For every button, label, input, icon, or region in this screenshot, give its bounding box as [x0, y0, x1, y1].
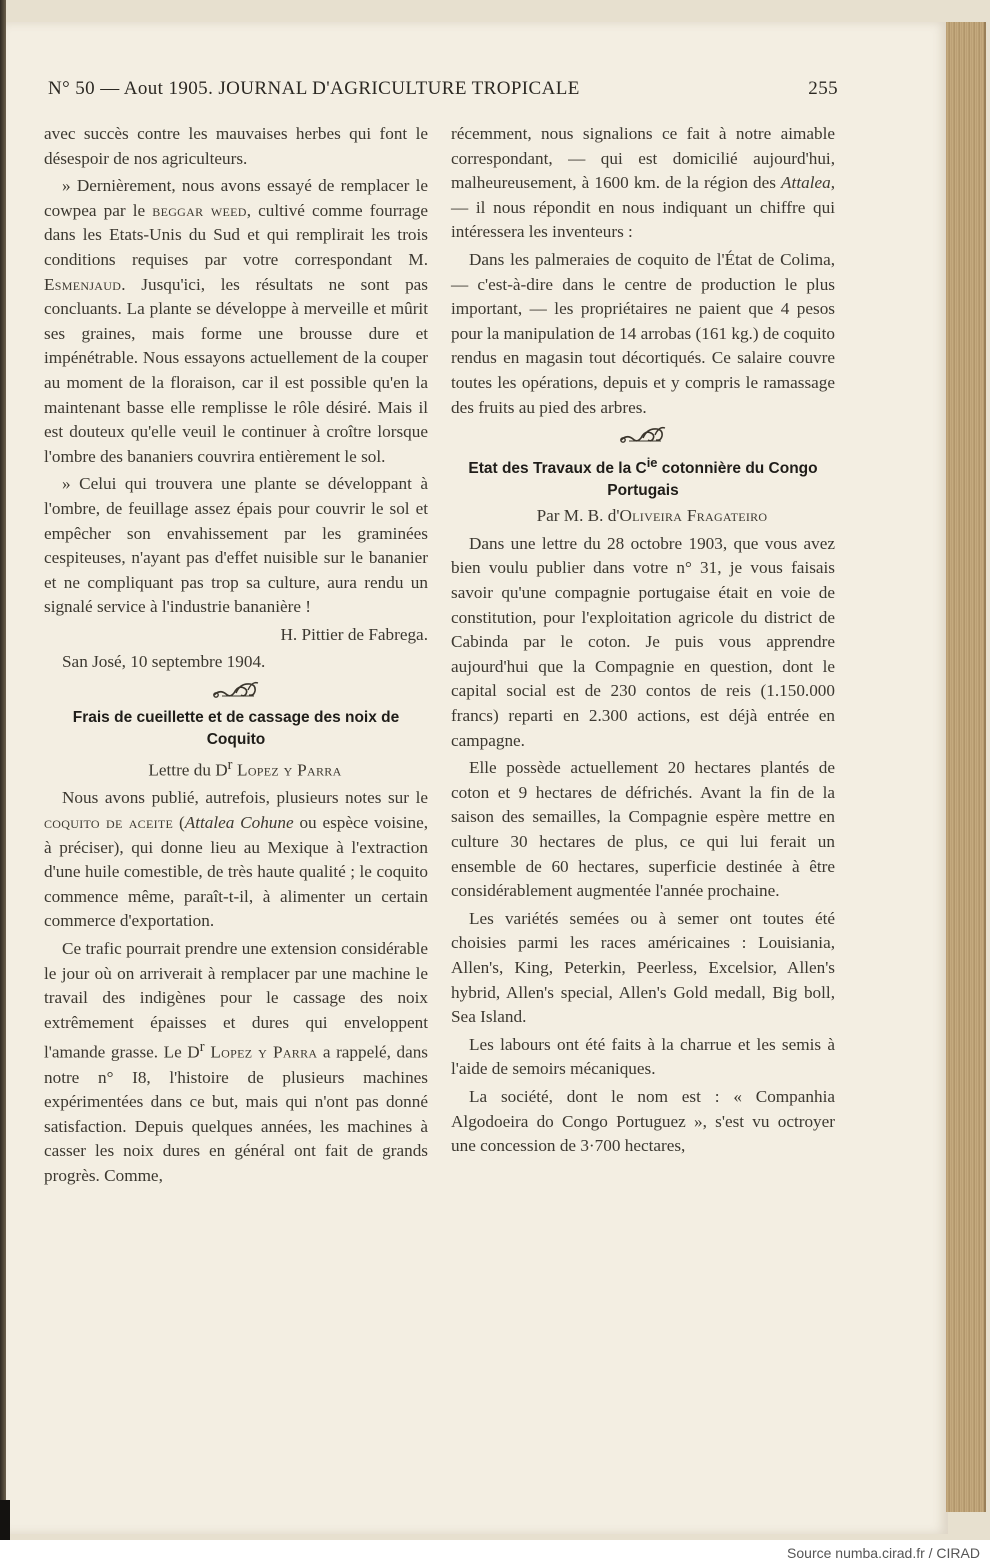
page-edges	[946, 22, 986, 1512]
paragraph: avec succès contre les mauvaises herbes qui font le désespoir de nos agriculteurs.	[44, 124, 428, 168]
paragraph: » Dernièrement, nous avons essayé de remplacer le cowpea par le beggar weed, cultivé comme fourrage dans les Etats-Unis du Sud et qui remplirait les trois conditions requises par votre correspondant M. Esmenjaud. Jusqu'ici, les résultats ne sont pas concluants. La plante se développe à merveille et mûrit ses graines, mais forme une brousse dure et impénétrable. Nous essayons actuellement de la couper au moment de la floraison, car il est possible qu'en la maintenant basse elle remplisse le rôle désiré. Mais il est douteux qu'elle veuil le continuer à croître lorsque l'ombre des bananiers couvrira entièrement le sol.	[44, 176, 428, 466]
scan-corner-mark	[0, 1500, 10, 1540]
ornament-icon	[617, 424, 669, 446]
article-byline: Par M. B. d'Oliveira Fragateiro	[536, 506, 768, 526]
author-signature: H. Pittier de Fabrega.	[280, 624, 428, 644]
paragraph: Ce trafic pourrait prendre une extension considérable le jour où on arriverait à remplacer par une machine le travail des indigènes pour le cassage des noix extrêmement épaisses et dures qui enveloppent l'amande grasse. Le $D^r$ Lopez y Parra a rappelé, dans notre n° I8, l'histoire de plusieurs machines expérimentées dans ce but, mais qui n'ont pas donné satisfaction. Depuis quelques années, les machines à casser les noix dures en général ont fait de grands progrès. Comme,	[44, 938, 428, 1186]
paragraph: Les variétés semées ou à semer ont toutes été choisies parmi les races américaines : Louisiania, Allen's, King, Peterkin, Peerless, Excelsior, Allen's hybrid, Allen's special, Allen's Gold medall, Big boll, Sea Island.	[451, 908, 835, 1027]
ornament-icon	[210, 679, 262, 701]
article-byline: Lettre du $D^r$ Lopez y Parra	[148, 757, 342, 780]
page-number: 255	[808, 78, 838, 99]
paragraph: Les labours ont été faits à la charrue et les semis à l'aide de semoirs mécaniques.	[451, 1034, 835, 1079]
article-title: Frais de cueillette et de cassage des noix de Coquito	[72, 709, 400, 749]
running-header	[48, 78, 838, 104]
paragraph: récemment, nous signalions ce fait à notre aimable correspondant, — qui est domicilié aujourd'hui, malheureusement, à 1600 km. de la région des Attalea, — il nous répondit en nous indiquant un chiffre qui intéressera les inventeurs :	[451, 124, 835, 242]
paragraph: Elle possède actuellement 20 hectares plantés de coton et 9 hectares de défrichés. Avant la fin de la saison des semailles, la Compagnie espère mettre en culture 30 hectares de plus, ce qui lui ferait un ensemble de 60 hectares, superficie destinée à être considérablement augmentée l'année prochaine.	[451, 758, 835, 901]
paragraph: La société, dont le nom est : « Companhia Algodoeira do Congo Portuguez », s'est vu octroyer une concession de 3·700 hectares,	[451, 1086, 835, 1156]
paragraph: Dans une lettre du 28 octobre 1903, que vous avez bien voulu publier dans votre n° 31, je vous faisais savoir qu'une compagnie portugaise était en voie de constitution, pour l'exploitation agricole du district de Cabinda par le coton. Je puis vous apprendre aujourd'hui que la Compagnie en question, dont le capital social est de 230 contos de reis (1.150.000 francs) reparti en 2.300 actions, est déjà entrée en campagne.	[451, 533, 835, 750]
right-column	[451, 122, 835, 1162]
paragraph: Dans les palmeraies de coquito de l'État de Colima, — c'est-à-dire dans le centre de production le plus important, — les propriétaires ne paient que 4 pesos pour la manipulation de 14 arrobas (161 kg.) de coquito rendus en magasin tout décortiqués. Ce salaire couvre toutes les opérations, depuis et y compris le ramassage des fruits au pied des arbres.	[451, 249, 835, 417]
letter-date: San José, 10 septembre 1904.	[62, 652, 266, 672]
source-credit: Source numba.cirad.fr / CIRAD	[787, 1545, 980, 1561]
paragraph: Nous avons publié, autrefois, plusieurs notes sur le coquito de aceite (Attalea Cohune ou espèce voisine, à préciser), qui donne lieu au Mexique à l'extraction d'une huile comestible, de très haute qualité ; le coquito commence même, paraît-t-il, à alimenter un certain commerce d'exportation.	[44, 788, 428, 931]
journal-title: N° 50 — Aout 1905. JOURNAL D'AGRICULTURE TROPICALE	[48, 78, 580, 99]
article-title: Etat des Travaux de la $C^{ie}$ cotonnière du Congo Portugais	[468, 455, 818, 500]
paragraph: » Celui qui trouvera une plante se développant à l'ombre, de feuillage assez épais pour couvrir le sol et empêcher son envahissement par les graminées cespiteuses, n'ayant pas d'effet nuisible sur le bananier et ne compliquant pas trop sa culture, aura rendu un signalé service à l'industrie bananière !	[44, 474, 428, 617]
left-column	[44, 122, 428, 1192]
